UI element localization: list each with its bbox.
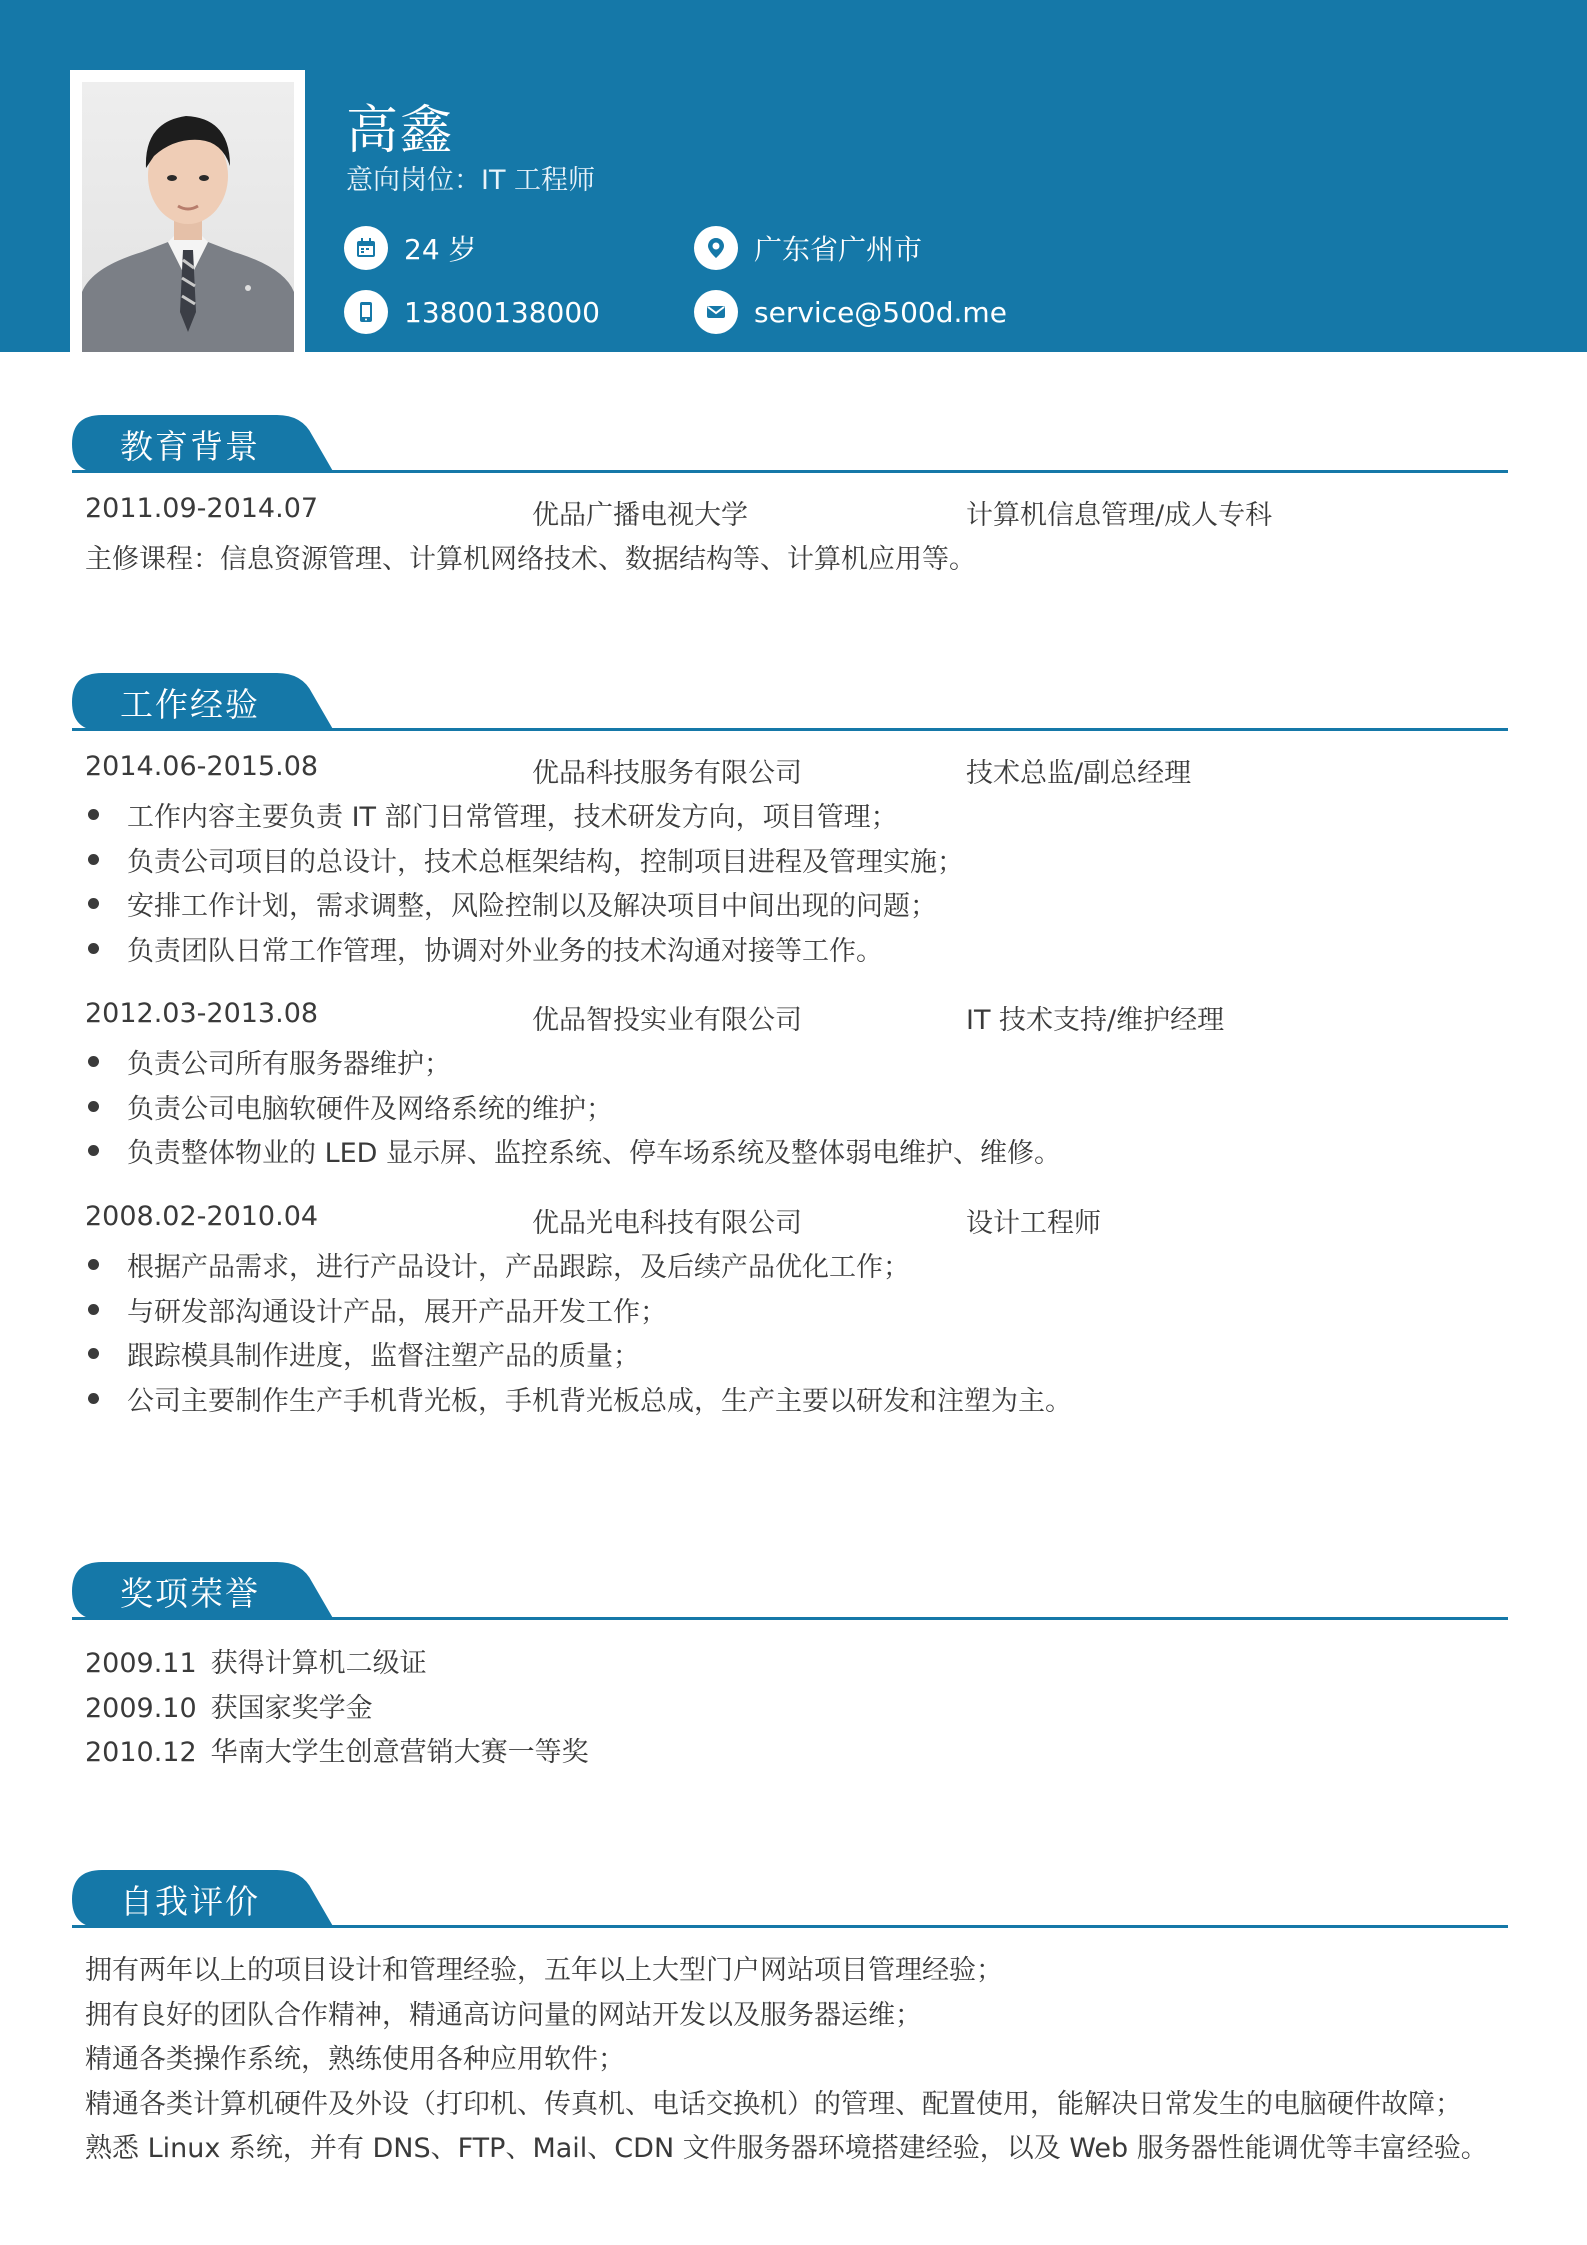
self-eval-line: 熟悉 Linux 系统，并有 DNS、FTP、Mail、CDN 文件服务器环境搭建经验，以及 Web 服务器性能调优等丰富经验。 bbox=[85, 2133, 1488, 2164]
education-school: 优品广播电视大学 bbox=[532, 500, 748, 531]
education-major: 计算机信息管理/成人专科 bbox=[966, 500, 1273, 531]
award-text: 华南大学生创意营销大赛一等奖 bbox=[210, 1737, 589, 1768]
candidate-name: 高鑫 bbox=[346, 101, 455, 161]
section-self-eval-header bbox=[72, 1870, 1508, 1928]
profile-photo bbox=[82, 82, 294, 352]
bullet-dot bbox=[88, 1304, 99, 1315]
job-intent: 意向岗位：IT 工程师 bbox=[346, 165, 596, 196]
education-period: 2011.09-2014.07 bbox=[85, 493, 319, 524]
section-education-header bbox=[72, 415, 1508, 473]
section-title: 自我评价 bbox=[120, 1882, 260, 1921]
bullet-dot bbox=[88, 1348, 99, 1359]
job-company: 优品智投实业有限公司 bbox=[532, 1005, 802, 1036]
list-item bbox=[85, 884, 937, 923]
age-text: 24 岁 bbox=[404, 233, 477, 266]
award-date: 2009.10 bbox=[85, 1693, 197, 1724]
bullet-dot bbox=[88, 809, 99, 820]
section-title: 奖项荣誉 bbox=[120, 1574, 260, 1613]
bullet-dot bbox=[88, 854, 99, 865]
job-duty: 负责公司所有服务器维护； bbox=[127, 1049, 451, 1080]
section-title: 教育背景 bbox=[120, 427, 260, 466]
award-text: 获国家奖学金 bbox=[210, 1693, 373, 1724]
bullet-dot bbox=[88, 1056, 99, 1067]
job-company: 优品科技服务有限公司 bbox=[532, 758, 802, 789]
bullet-dot bbox=[88, 1145, 99, 1156]
list-item bbox=[85, 1334, 640, 1373]
job-role: IT 技术支持/维护经理 bbox=[966, 1005, 1225, 1036]
award-item bbox=[85, 1730, 589, 1769]
job-duty: 安排工作计划，需求调整，风险控制以及解决项目中间出现的问题； bbox=[127, 891, 937, 922]
list-item bbox=[85, 795, 898, 834]
job-role: 设计工程师 bbox=[966, 1208, 1101, 1239]
location-pin-icon bbox=[694, 226, 738, 270]
list-item bbox=[85, 1131, 1061, 1170]
list-item bbox=[85, 1245, 910, 1284]
mail-icon bbox=[694, 290, 738, 334]
section-title: 工作经验 bbox=[120, 685, 260, 724]
phone-text[interactable]: 13800138000 bbox=[404, 295, 600, 329]
list-item bbox=[85, 1290, 667, 1329]
job-duty: 工作内容主要负责 IT 部门日常管理，技术研发方向，项目管理； bbox=[127, 802, 898, 833]
self-eval-line: 精通各类计算机硬件及外设（打印机、传真机、电话交换机）的管理、配置使用，能解决日常发生的电脑硬件故障； bbox=[85, 2089, 1462, 2120]
bullet-dot bbox=[88, 1393, 99, 1404]
section-divider bbox=[72, 470, 1508, 473]
award-date: 2009.11 bbox=[85, 1648, 197, 1679]
section-divider bbox=[72, 728, 1508, 731]
list-item bbox=[85, 840, 964, 879]
mobile-phone-icon bbox=[344, 290, 388, 334]
job-duty: 负责公司项目的总设计，技术总框架结构，控制项目进程及管理实施； bbox=[127, 847, 964, 878]
list-item bbox=[85, 929, 883, 968]
education-row bbox=[85, 493, 318, 524]
list-item bbox=[85, 1042, 451, 1081]
bullet-dot bbox=[88, 1259, 99, 1270]
self-eval-line: 拥有良好的团队合作精神，精通高访问量的网站开发以及服务器运维； bbox=[85, 2000, 922, 2031]
job-duty: 负责团队日常工作管理，协调对外业务的技术沟通对接等工作。 bbox=[127, 936, 883, 967]
contact-age bbox=[344, 226, 477, 270]
job-period: 2014.06-2015.08 bbox=[85, 751, 319, 782]
section-work-header bbox=[72, 673, 1508, 731]
job-duty: 跟踪模具制作进度，监督注塑产品的质量； bbox=[127, 1341, 640, 1372]
award-date: 2010.12 bbox=[85, 1737, 197, 1768]
contact-location bbox=[694, 226, 922, 270]
job-duty: 公司主要制作生产手机背光板，手机背光板总成，生产主要以研发和注塑为主。 bbox=[127, 1386, 1072, 1417]
contact-email bbox=[694, 290, 1007, 334]
section-awards-header bbox=[72, 1562, 1508, 1620]
job-duty: 根据产品需求，进行产品设计，产品跟踪，及后续产品优化工作； bbox=[127, 1252, 910, 1283]
contact-phone bbox=[344, 290, 600, 334]
education-courses: 主修课程：信息资源管理、计算机网络技术、数据结构等、计算机应用等。 bbox=[85, 544, 976, 575]
award-text: 获得计算机二级证 bbox=[210, 1648, 427, 1679]
list-item bbox=[85, 1379, 1072, 1418]
calendar-icon bbox=[344, 226, 388, 270]
list-item bbox=[85, 1087, 613, 1126]
location-text: 广东省广州市 bbox=[754, 233, 923, 266]
bullet-dot bbox=[88, 943, 99, 954]
bullet-dot bbox=[88, 898, 99, 909]
bullet-dot bbox=[88, 1101, 99, 1112]
award-item bbox=[85, 1686, 373, 1725]
job-company: 优品光电科技有限公司 bbox=[532, 1208, 802, 1239]
job-duty: 负责整体物业的 LED 显示屏、监控系统、停车场系统及整体弱电维护、维修。 bbox=[127, 1138, 1062, 1169]
job-duty: 负责公司电脑软硬件及网络系统的维护； bbox=[127, 1094, 613, 1125]
job-role: 技术总监/副总经理 bbox=[966, 758, 1192, 789]
section-divider bbox=[72, 1925, 1508, 1928]
job-duty: 与研发部沟通设计产品，展开产品开发工作； bbox=[127, 1297, 667, 1328]
self-eval-line: 精通各类操作系统，熟练使用各种应用软件； bbox=[85, 2044, 625, 2075]
email-text[interactable]: service@500d.me bbox=[754, 295, 1007, 329]
job-period: 2008.02-2010.04 bbox=[85, 1201, 319, 1232]
award-item bbox=[85, 1641, 427, 1680]
section-divider bbox=[72, 1617, 1508, 1620]
self-eval-line: 拥有两年以上的项目设计和管理经验，五年以上大型门户网站项目管理经验； bbox=[85, 1955, 1003, 1986]
job-period: 2012.03-2013.08 bbox=[85, 998, 319, 1029]
